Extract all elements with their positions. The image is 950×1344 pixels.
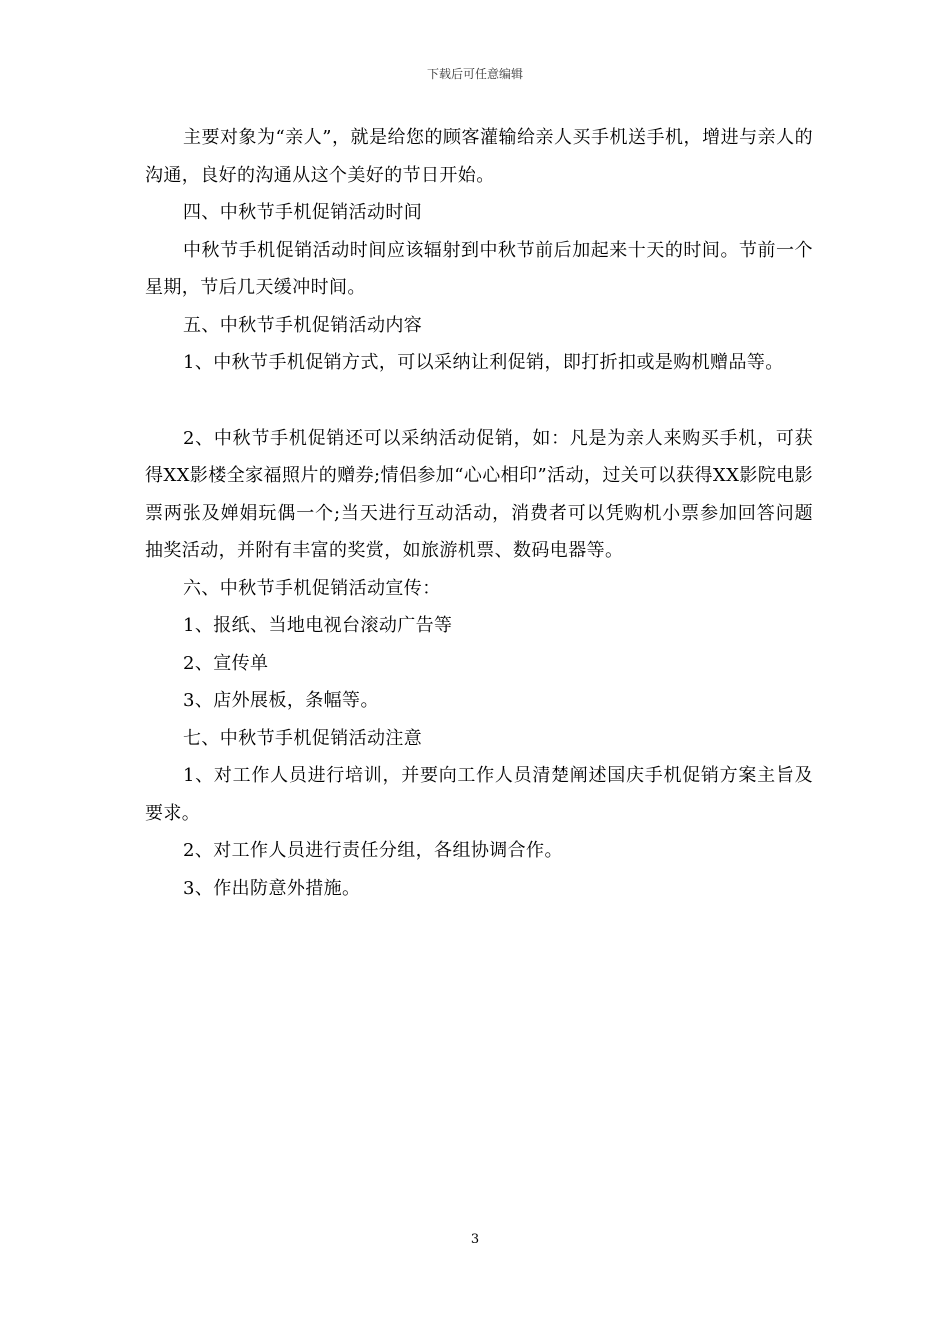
list-item-notes-3: 3、作出防意外措施。 [183, 877, 361, 899]
list-item-notes-2: 2、对工作人员进行责任分组，各组协调合作。 [183, 840, 563, 861]
section-heading-time: 四、中秋节手机促销活动时间 [183, 202, 423, 223]
document-body [145, 119, 813, 907]
list-item-promotion-3: 3、店外展板，条幅等。 [183, 690, 379, 711]
list-item-content-1: 1、中秋节手机促销方式，可以采纳让利促销，即打折扣或是购机赠品等。 [183, 352, 784, 373]
page-header: 下载后可任意编辑 [426, 67, 523, 81]
page-number: 3 [470, 1232, 480, 1247]
list-item-promotion-2: 2、宣传单 [183, 652, 269, 674]
list-item-promotion-1: 1、报纸、当地电视台滚动广告等 [183, 615, 453, 636]
section-heading-promotion: 六、中秋节手机促销活动宣传： [183, 577, 441, 599]
paragraph-time: 中秋节手机促销活动时间应该辐射到中秋节前后加起来十天的时间。节前一个星期，节后几天缓冲时间。 [145, 239, 813, 298]
list-item-notes-1: 1、对工作人员进行培训，并要向工作人员清楚阐述国庆手机促销方案主旨及要求。 [145, 765, 813, 824]
paragraph-target-audience: 主要对象为“亲人”，就是给您的顾客灌输给亲人买手机送手机，增进与亲人的沟通，良好的沟通从这个美好的节日开始。 [145, 127, 813, 186]
section-heading-content: 五、中秋节手机促销活动内容 [183, 314, 423, 336]
list-item-content-2: 2、中秋节手机促销还可以采纳活动促销，如：凡是为亲人来购买手机，可获得XX影楼全家福照片的赠券;情侣参加“心心相印”活动，过关可以获得XX影院电影票两张及婵娟玩偶一个;当天进行互动活动，消费者可以凭购机小票参加回答问题抽奖活动，并附有丰富的奖赏，如旅游机票、数码电器等。 [145, 427, 813, 561]
section-heading-notes: 七、中秋节手机促销活动注意 [183, 727, 423, 749]
